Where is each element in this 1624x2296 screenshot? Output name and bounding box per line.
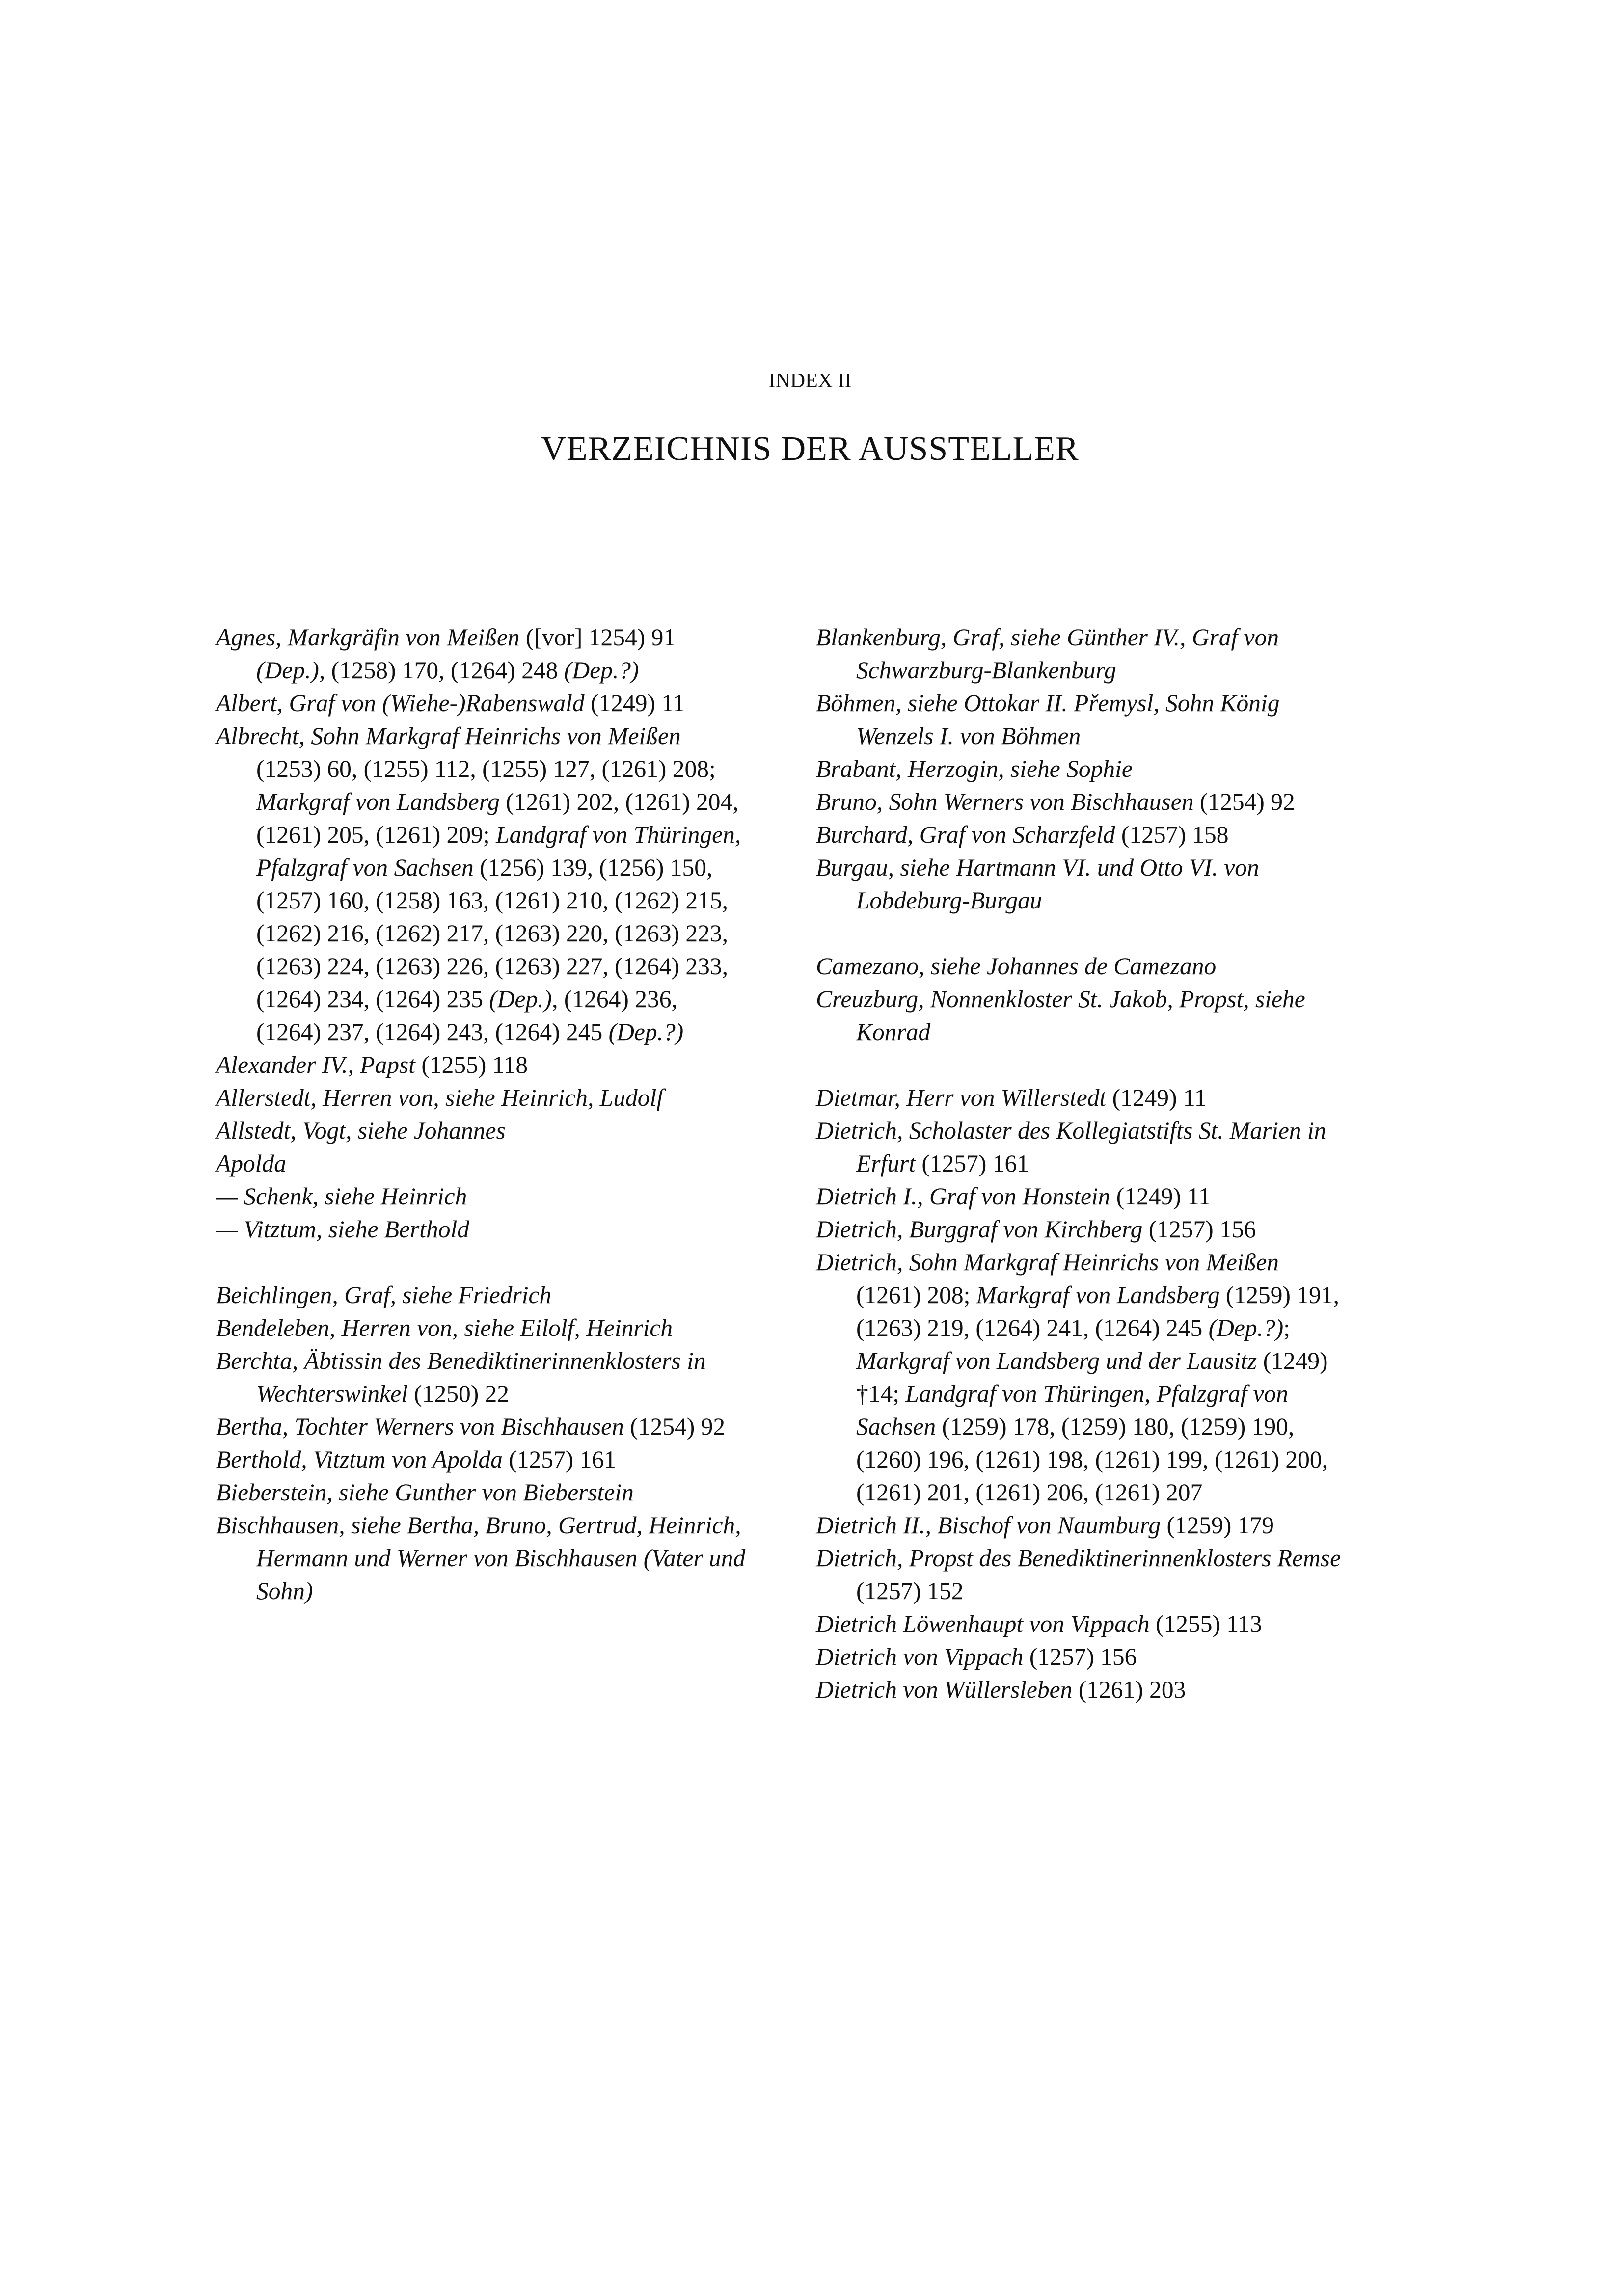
entry-reference-text: (1255) 113: [1149, 1610, 1262, 1637]
index-entry: [216, 1279, 746, 1311]
index-entry: [816, 818, 1346, 851]
entry-reference-text: (1261) 208;: [856, 1281, 976, 1308]
index-entry: [216, 1344, 746, 1410]
entry-name-text: Markgraf von Landsberg: [256, 788, 500, 815]
entry-name-text: Allstedt, Vogt, siehe Johannes: [216, 1117, 506, 1144]
index-entry: [816, 1607, 1346, 1640]
entry-reference-text: (1255) 118: [415, 1051, 528, 1078]
index-entry: [816, 1180, 1346, 1213]
entry-name-text: Creuzburg, Nonnenkloster St. Jakob, Propst, siehe Konrad: [816, 986, 1305, 1045]
index-entry: [816, 1114, 1346, 1180]
index-column-left: [216, 621, 746, 1607]
entry-name-text: Dietrich, Sohn Markgraf Heinrichs von Meißen: [816, 1249, 1279, 1276]
index-entry: [816, 1509, 1346, 1542]
index-entry: [216, 687, 746, 720]
entry-reference-text: (1254) 92: [623, 1413, 726, 1440]
index-column-right: [816, 621, 1346, 1706]
entry-name-text: Böhmen, siehe Ottokar II. Přemysl, Sohn König Wenzels I. von Böhmen: [816, 690, 1280, 749]
entry-reference-text: (1250) 22: [407, 1380, 510, 1407]
index-entry: [816, 1081, 1346, 1114]
index-label: INDEX II: [768, 370, 852, 392]
index-entry: [216, 1213, 746, 1246]
index-entry: [816, 950, 1346, 983]
entry-name-text: (Dep.?): [1208, 1314, 1284, 1341]
index-entry: [216, 1476, 746, 1509]
entry-name-text: Dietrich von Vippach: [816, 1643, 1024, 1670]
entry-name-text: Landgraf von Thüringen, Pfalzgraf von Sachsen: [856, 1380, 1289, 1440]
entry-name-text: Bruno, Sohn Werners von Bischhausen: [816, 788, 1194, 815]
entry-name-text: Berchta, Äbtissin des Benediktinerinnenklosters in Wechterswinkel: [216, 1347, 706, 1407]
index-entry: [216, 621, 746, 687]
entry-name-text: Bischhausen, siehe Bertha, Bruno, Gertrud, Heinrich, Hermann und Werner von Bischhausen (Vater und Sohn): [216, 1512, 746, 1604]
index-entry: [816, 1640, 1346, 1673]
index-entry: [216, 1311, 746, 1344]
entry-name-text: (Dep.?): [564, 657, 639, 684]
entry-name-text: Dietrich, Burggraf von Kirchberg: [816, 1216, 1143, 1243]
entry-reference-text: (1257) 161: [916, 1150, 1029, 1177]
entry-name-text: — Vitztum, siehe Berthold: [216, 1216, 470, 1243]
entry-name-text: Blankenburg, Graf, siehe Günther IV., Graf von Schwarzburg-Blankenburg: [816, 624, 1279, 684]
entry-reference-text: (1249) 11: [1106, 1084, 1207, 1111]
entry-name-text: Berthold, Vitztum von Apolda: [216, 1446, 503, 1473]
index-entry: [816, 1673, 1346, 1706]
entry-name-text: Burchard, Graf von Scharzfeld: [816, 821, 1115, 848]
entry-reference-text: , (1264) 236, (1264) 237, (1264) 243, (1264) 245: [256, 986, 677, 1045]
entry-name-text: Camezano, siehe Johannes de Camezano: [816, 953, 1217, 980]
index-entry: [816, 752, 1346, 785]
entry-name-text: Landgraf von Thüringen, Pfalzgraf von Sachsen: [256, 821, 741, 881]
index-entry: [216, 1048, 746, 1081]
entry-reference-text: (1261) 203: [1072, 1676, 1186, 1703]
entry-reference-text: (1257) 156: [1023, 1643, 1137, 1670]
index-entry: [216, 1114, 746, 1147]
entry-name-text: Alexander IV., Papst: [216, 1051, 416, 1078]
index-entry: [816, 621, 1346, 687]
entry-name-text: Brabant, Herzogin, siehe Sophie: [816, 755, 1133, 782]
entry-reference-text: (1257) 152: [856, 1577, 964, 1604]
index-entry: [216, 1443, 746, 1476]
index-entry: [216, 1410, 746, 1443]
index-entry: [216, 1509, 746, 1607]
index-entry: [816, 851, 1346, 917]
entry-reference-text: (1253) 60, (1255) 112, (1255) 127, (1261) 208;: [256, 755, 716, 782]
entry-name-text: Beichlingen, Graf, siehe Friedrich: [216, 1281, 552, 1308]
entry-name-text: (Dep.?): [608, 1018, 684, 1045]
page-title: VERZEICHNIS DER AUSSTELLER: [541, 430, 1079, 468]
entry-name-text: (Dep.): [489, 986, 552, 1013]
entry-reference-text: , (1258) 170, (1264) 248: [319, 657, 564, 684]
entry-reference-text: (1257) 161: [502, 1446, 616, 1473]
entry-name-text: Markgraf von Landsberg und der Lausitz: [856, 1347, 1257, 1374]
index-entry: [216, 1081, 746, 1114]
entry-name-text: Dietrich, Propst des Benediktinerinnenklosters Remse: [816, 1545, 1341, 1572]
entry-name-text: Bieberstein, siehe Gunther von Bieberstein: [216, 1479, 634, 1506]
entry-name-text: Dietrich II., Bischof von Naumburg: [816, 1512, 1161, 1539]
entry-name-text: Bertha, Tochter Werners von Bischhausen: [216, 1413, 624, 1440]
entry-reference-text: (1249) †14;: [856, 1347, 1328, 1407]
entry-reference-text: (1256) 139, (1256) 150, (1257) 160, (1258) 163, (1261) 210, (1262) 215, (1262) 216, (1262) 217, (1263) 220, (1263) 223, (1263) 224, (1263) 226, (1263) 227, (1264) 233, (1264) 234, (1264) 235: [256, 854, 728, 1013]
index-entry: [816, 785, 1346, 818]
entry-name-text: Dietrich, Scholaster des Kollegiatstifts St. Marien in Erfurt: [816, 1117, 1326, 1177]
index-entry: [816, 687, 1346, 752]
entry-name-text: Dietmar, Herr von Willerstedt: [816, 1084, 1107, 1111]
entry-reference-text: (1254) 92: [1193, 788, 1295, 815]
index-entry: [216, 1180, 746, 1213]
entry-name-text: Dietrich Löwenhaupt von Vippach: [816, 1610, 1150, 1637]
index-entry: [816, 1246, 1346, 1509]
entry-name-text: Apolda: [216, 1150, 286, 1177]
entry-reference-text: ([vor] 1254) 91: [519, 624, 676, 651]
entry-reference-text: (1249) 11: [1110, 1183, 1211, 1210]
index-entry: [216, 1147, 746, 1180]
entry-name-text: Albrecht, Sohn Markgraf Heinrichs von Meißen: [216, 722, 681, 749]
entry-name-text: Albert, Graf von (Wiehe-)Rabenswald: [216, 690, 585, 717]
index-entry: [216, 720, 746, 1048]
entry-name-text: Dietrich I., Graf von Honstein: [816, 1183, 1110, 1210]
entry-name-text: Markgraf von Landsberg: [976, 1281, 1220, 1308]
entry-reference-text: (1257) 156: [1142, 1216, 1256, 1243]
entry-name-text: Bendeleben, Herren von, siehe Eilolf, Heinrich: [216, 1314, 673, 1341]
entry-name-text: Dietrich von Wüllersleben: [816, 1676, 1073, 1703]
entry-name-text: Burgau, siehe Hartmann VI. und Otto VI. von Lobdeburg-Burgau: [816, 854, 1259, 914]
entry-reference-text: (1257) 158: [1115, 821, 1229, 848]
index-entry: [816, 983, 1346, 1048]
entry-reference-text: (1259) 191, (1263) 219, (1264) 241, (1264) 245: [856, 1281, 1339, 1341]
entry-reference-text: (1261) 202, (1261) 204, (1261) 205, (1261) 209;: [256, 788, 739, 848]
index-entry: [816, 1213, 1346, 1246]
entry-name-text: (Dep.): [256, 657, 319, 684]
entry-name-text: — Schenk, siehe Heinrich: [216, 1183, 467, 1210]
index-entry: [816, 1542, 1346, 1607]
entry-name-text: Agnes, Markgräfin von Meißen: [216, 624, 520, 651]
entry-reference-text: (1249) 11: [584, 690, 685, 717]
entry-reference-text: (1259) 179: [1161, 1512, 1274, 1539]
entry-name-text: Allerstedt, Herren von, siehe Heinrich, Ludolf: [216, 1084, 664, 1111]
entry-reference-text: ;: [1283, 1314, 1290, 1341]
entry-reference-text: (1259) 178, (1259) 180, (1259) 190, (1260) 196, (1261) 198, (1261) 199, (1261) 200, (1261) 201, (1261) 206, (1261) 207: [856, 1413, 1328, 1506]
